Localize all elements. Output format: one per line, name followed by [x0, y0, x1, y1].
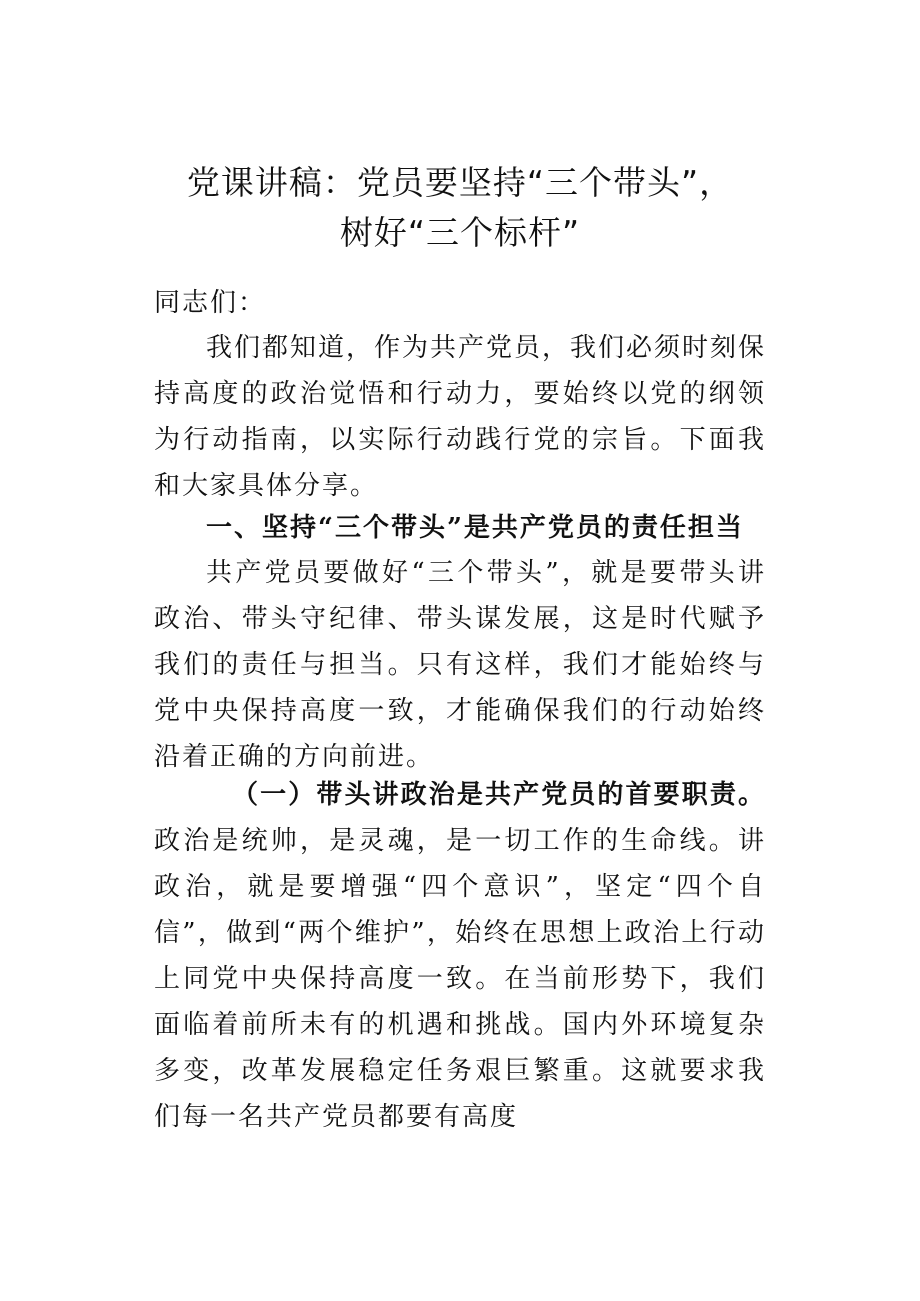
document-title-line-2: 树好“三个标杆” — [339, 213, 581, 252]
subsection-1-paragraph — [154, 772, 766, 1140]
intro-paragraph: 我们都知道，作为共产党员，我们必须时刻保持高度的政治觉悟和行动力，要始终以党的纲领为行动指南，以实际行动践行党的宗旨。下面我和大家具体分享。 — [154, 333, 767, 501]
section-heading-1: 一、坚持“三个带头”是共产党员的责任担当 — [206, 513, 744, 543]
subsection-1-lead: （一）带头讲政治是共产党员的首要职责。 — [232, 780, 766, 810]
subsection-1-body: 政治是统帅，是灵魂，是一切工作的生命线。讲政治，就是要增强“四个意识”，坚定“四个自信”，做到“两个维护”，始终在思想上政治上行动上同党中央保持高度一致。在当前形势下，我们面临着前所未有的机遇和挑战。国内外环境复杂多变，改革发展稳定任务艰巨繁重。这就要求我们每一名共产党员都要有高度 — [154, 826, 766, 1132]
section-1-paragraph: 共产党员要做好“三个带头”，就是要带头讲政治、带头守纪律、带头谋发展，这是时代赋予我们的责任与担当。只有这样，我们才能始终与党中央保持高度一致，才能确保我们的行动始终沿着正确的方向前进。 — [154, 558, 766, 772]
salutation: 同志们： — [154, 288, 267, 318]
document-title-line-1: 党课讲稿：党员要坚持“三个带头”， — [186, 163, 734, 202]
